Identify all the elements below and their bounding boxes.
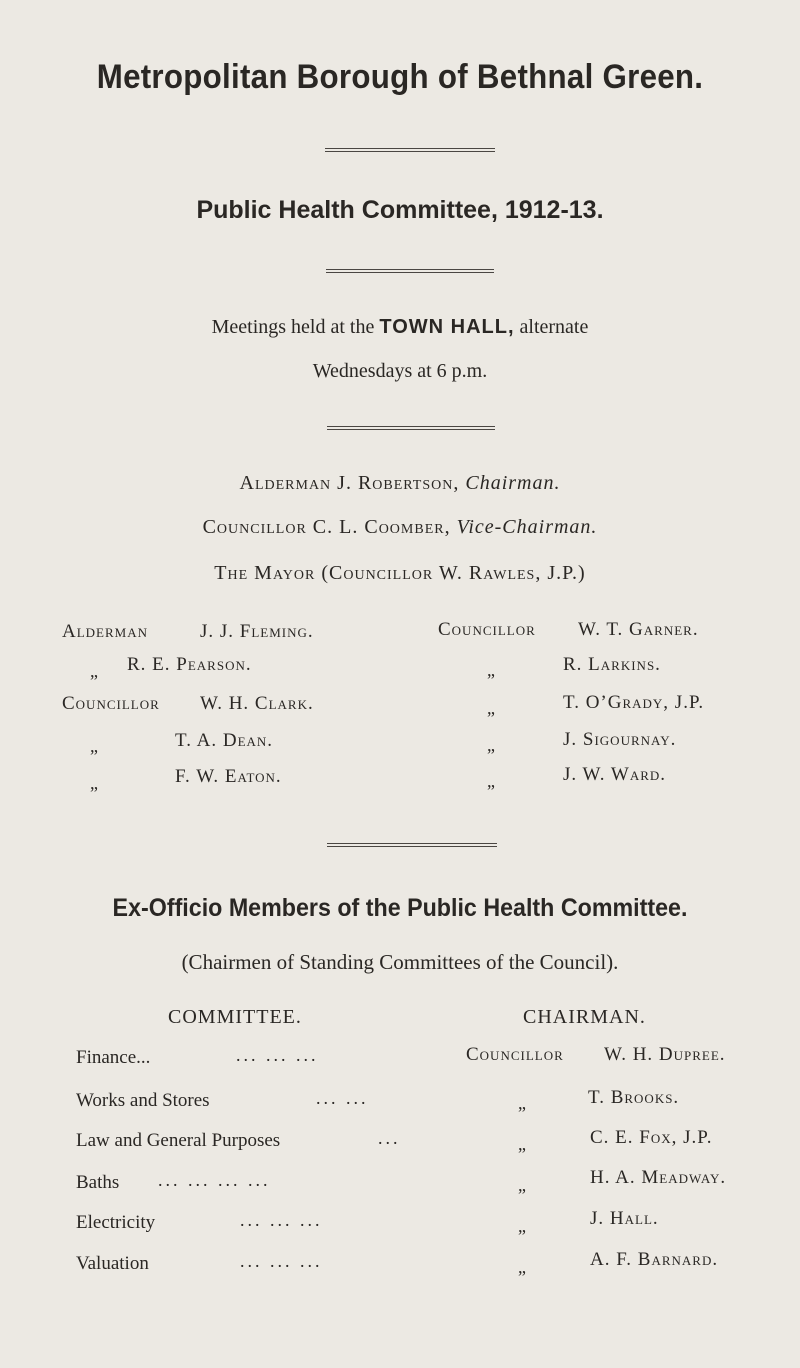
ditto-mark: „ — [90, 661, 98, 681]
chairman-name: T. Brooks. — [588, 1087, 680, 1108]
meeting-line-2: Wednesdays at 6 p.m. — [312, 360, 488, 382]
chairman-name: W. H. Dupree. — [604, 1044, 726, 1065]
ditto-mark: „ — [90, 736, 98, 756]
committee-column-header: COMMITTEE. — [168, 1006, 302, 1028]
member-name: J. W. Ward. — [563, 764, 667, 785]
divider — [327, 843, 497, 847]
member-rank: Alderman — [62, 621, 148, 642]
meeting-text: Meetings held at the — [211, 316, 380, 338]
officer-name: J. Robertson, — [337, 472, 460, 494]
officer-rank: Councillor — [202, 516, 307, 538]
divider — [326, 269, 494, 273]
page-title: Metropolitan Borough of Bethnal Green. — [96, 58, 704, 96]
divider — [325, 148, 495, 152]
vice-chairman-line — [0, 516, 800, 539]
officer-role: Chairman. — [465, 472, 561, 494]
exofficio-note: (Chairmen of Standing Committees of the Council). — [181, 950, 619, 974]
ditto-mark: „ — [90, 773, 98, 793]
ditto-mark: „ — [487, 735, 495, 755]
chairman-name: C. E. Fox, J.P. — [590, 1127, 713, 1148]
leader-dots: ... — [378, 1128, 401, 1148]
committee-name: Law and General Purposes — [76, 1130, 281, 1151]
member-name: R. Larkins. — [563, 654, 661, 675]
chairman-name: J. Hall. — [590, 1208, 659, 1229]
chairman-line — [0, 472, 800, 495]
ditto-mark: „ — [487, 660, 495, 680]
member-name: T. O’Grady, J.P. — [563, 692, 705, 713]
member-rank: Councillor — [438, 619, 536, 640]
leader-dots: ... ... ... — [236, 1045, 319, 1065]
meeting-place: TOWN HALL, — [379, 316, 515, 338]
committee-name: Finance... — [76, 1047, 151, 1068]
member-name: J. J. Fleming. — [200, 621, 314, 642]
ditto-mark: „ — [518, 1175, 526, 1195]
leader-dots: ... ... ... ... — [158, 1170, 271, 1190]
officer-role: Vice-Chairman. — [456, 516, 598, 538]
officer-name: C. L. Coomber, — [312, 516, 451, 538]
committee-name: Electricity — [76, 1212, 156, 1233]
committee-name: Works and Stores — [76, 1090, 210, 1111]
committee-name: Valuation — [76, 1253, 149, 1274]
officer-name: (Councillor W. Rawles, J.P.) — [321, 562, 586, 584]
member-name: T. A. Dean. — [175, 730, 274, 751]
member-rank: Councillor — [62, 693, 160, 714]
exofficio-heading: Ex-Officio Members of the Public Health Committee. — [112, 894, 688, 922]
ditto-mark: „ — [487, 771, 495, 791]
chairman-name: A. F. Barnard. — [590, 1249, 719, 1270]
committee-name: Baths — [76, 1172, 120, 1193]
leader-dots: ... ... ... — [240, 1210, 323, 1230]
meeting-line-1 — [0, 316, 800, 339]
ditto-mark: „ — [518, 1216, 526, 1236]
mayor-line — [0, 562, 800, 585]
ditto-mark: „ — [518, 1257, 526, 1277]
member-name: W. T. Garner. — [578, 619, 699, 640]
member-name: F. W. Eaton. — [175, 766, 282, 787]
ditto-mark: „ — [518, 1093, 526, 1113]
ditto-mark: „ — [487, 698, 495, 718]
ditto-mark: „ — [518, 1134, 526, 1154]
chairman-column-header: CHAIRMAN. — [523, 1006, 646, 1028]
leader-dots: ... ... — [316, 1088, 369, 1108]
chairman-name: H. A. Meadway. — [590, 1167, 727, 1188]
member-name: R. E. Pearson. — [127, 654, 252, 675]
officer-rank: The Mayor — [214, 562, 316, 584]
member-name: W. H. Clark. — [200, 693, 314, 714]
officer-rank: Alderman — [239, 472, 332, 494]
chairman-rank: Councillor — [466, 1044, 564, 1065]
divider — [327, 426, 495, 430]
committee-heading: Public Health Committee, 1912-13. — [196, 196, 604, 224]
meeting-text: alternate — [514, 316, 589, 338]
member-name: J. Sigournay. — [563, 729, 677, 750]
leader-dots: ... ... ... — [240, 1251, 323, 1271]
